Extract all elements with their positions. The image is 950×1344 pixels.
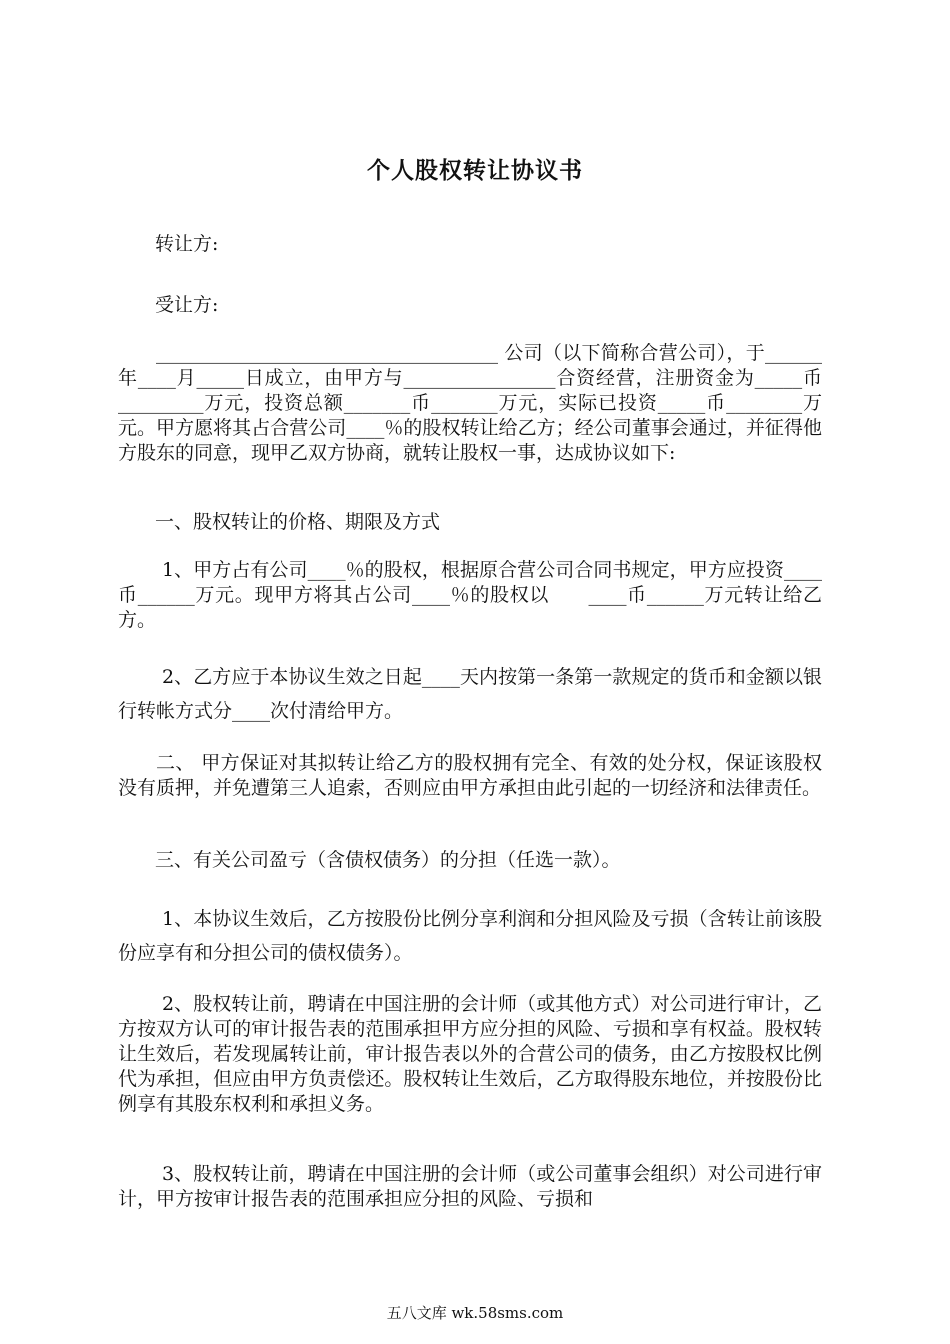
clause-3-2: 2、股权转让前，聘请在中国注册的会计师（或其他方式）对公司进行审计，乙方按双方认可的审计报告表的范围承担甲方应分担的风险、亏损和享有权益。股权转让生效后，若发现属转让前，审计报告表以外的合营公司的债务，由乙方按股权比例代为承担，但应由甲方负责偿还。股权转让生效后，乙方取得股东地位，并按股份比例享有其股东权利和承担义务。: [118, 993, 822, 1115]
clause-3-3: 3、股权转让前，聘请在中国注册的会计师（或公司董事会组织）对公司进行审计，甲方按审计报告表的范围承担应分担的风险、亏损和: [118, 1163, 822, 1210]
clause-1-2: 2、乙方应于本协议生效之日起____天内按第一条第一款规定的货币和金额以银行转帐方式分____次付清给甲方。: [118, 666, 822, 722]
footer-watermark-text: 五八文库 wk.58sms.com: [386, 1304, 564, 1322]
section-2-paragraph: 二、 甲方保证对其拟转让给乙方的股权拥有完全、有效的处分权，保证该股权没有质押，并免遭第三人追索，否则应由甲方承担由此引起的一切经济和法律责任。: [118, 752, 822, 799]
clause-3-1: 1、本协议生效后，乙方按股份比例分享利润和分担风险及亏损（含转让前该股份应享有和分担公司的债权债务）。: [118, 908, 822, 964]
section-heading-1: 一、股权转让的价格、期限及方式: [155, 511, 441, 533]
transferee-label: 受让方:: [155, 294, 219, 316]
intro-paragraph: ____________________________________ 公司（以下简称合营公司），于______年____月_____日成立，由甲方与________________合资经营，注册资金为_____币 _________万元，投资总额_______币_______万元，实际已投资_____币________万元。甲方愿将其占合营公司____％的股权转让给乙方；经公司董事会通过，并征得他方股东的同意，现甲乙双方协商，就转让股权一事，达成协议如下:: [118, 342, 822, 464]
clause-1-1: 1、甲方占有公司____％的股权，根据原合营公司合同书规定，甲方应投资____币______万元。现甲方将其占公司____％的股权以 ____币______万元转让给乙方。: [118, 559, 822, 631]
document-title: 个人股权转让协议书: [367, 158, 583, 184]
transferor-label: 转让方:: [155, 233, 219, 255]
section-heading-3: 三、有关公司盈亏（含债权债务）的分担（任选一款）。: [155, 849, 621, 871]
